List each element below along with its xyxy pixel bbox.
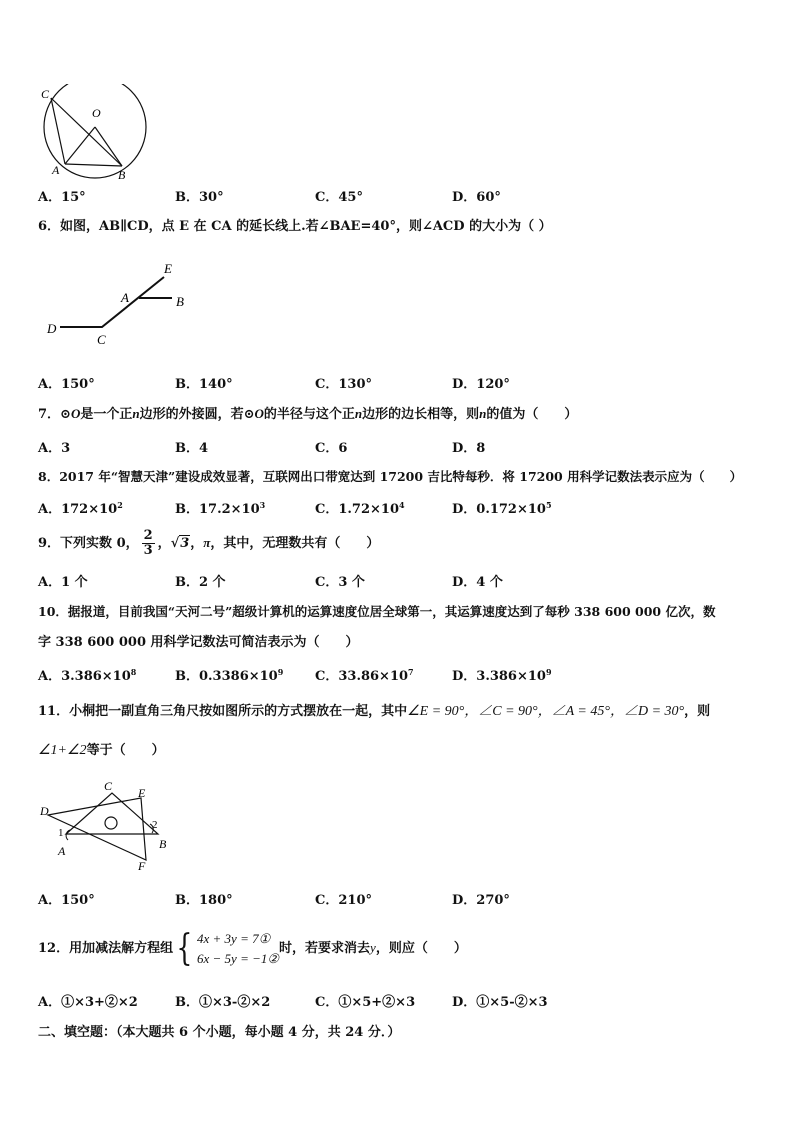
q10-question-line2: 字 338 600 000 用科学记数法可简洁表示为（ ） xyxy=(38,635,359,650)
q7-option-c[interactable]: C．6 xyxy=(315,441,348,456)
q9-question: 9．下列实数 0， $\frac{2}{3}$ ，√3，π，其中，无理数共有（ ） xyxy=(38,528,380,558)
q6-option-c[interactable]: C．130° xyxy=(315,377,372,392)
q10-option-a[interactable]: A．$3.386\times 10^8$ xyxy=(38,667,137,684)
q11-question-line2: ∠1+∠2等于（ ） xyxy=(38,743,165,758)
q11-triangles-figure xyxy=(38,778,178,872)
q7-option-d[interactable]: D．8 xyxy=(452,441,486,456)
label-c: C xyxy=(97,332,106,347)
label-e: E xyxy=(138,786,146,800)
q11-option-c[interactable]: C．210° xyxy=(315,893,372,908)
q8-option-b[interactable]: B．$17.2\times 10^3$ xyxy=(175,500,266,517)
segment-ob xyxy=(95,127,122,166)
q11-question-line1: 11．小桐把一副直角三角尺按如图所示的方式摆放在一起，其中∠E = 90°，∠C = 90°，∠A = 45°，∠D = 30°，则 xyxy=(38,704,711,719)
q10-option-d[interactable]: D．$3.386\times 10^9$ xyxy=(452,667,552,684)
label-d: D xyxy=(47,321,57,336)
q6-figure xyxy=(44,258,204,348)
q9-option-c[interactable]: C．3 个 xyxy=(315,575,365,590)
label-c: C xyxy=(41,87,50,101)
q6-options xyxy=(38,373,768,393)
q9-option-a[interactable]: A．1 个 xyxy=(38,575,88,590)
q12-question: 12．用加减法解方程组{ 4x + 3y = 7① 6x − 5y = −1② 时，若要求消去y，则应（ ） xyxy=(38,927,467,969)
q6-option-b[interactable]: B．140° xyxy=(175,377,233,392)
q11-option-a[interactable]: A．150° xyxy=(38,893,95,908)
label-d: D xyxy=(40,804,49,818)
q9-option-d[interactable]: D．4 个 xyxy=(452,575,503,590)
segment-oa xyxy=(65,127,95,164)
q6-question: 6．如图，AB∥CD，点 E 在 CA 的延长线上.若∠BAE=40°，则∠ACD 的大小为（ ） xyxy=(38,219,552,234)
section-2-heading: 二、填空题：（本大题共 6 个小题，每小题 4 分，共 24 分．） xyxy=(38,1025,401,1040)
q5-circle-figure xyxy=(38,84,150,182)
q7-question: 7．⊙O是一个正n边形的外接圆，若⊙O的半径与这个正n边形的边长相等，则n的值为（ ） xyxy=(38,406,578,422)
q12-option-a[interactable]: A．①×3+②×2 xyxy=(38,995,138,1010)
q9-option-b[interactable]: B．2 个 xyxy=(175,575,226,590)
q12-option-b[interactable]: B．①×3-②×2 xyxy=(175,995,271,1010)
q7-options xyxy=(38,437,768,457)
q12-option-d[interactable]: D．①×5-②×3 xyxy=(452,995,548,1010)
q10-option-c[interactable]: C．$33.86\times 10^7$ xyxy=(315,667,414,684)
line-dc-ce xyxy=(60,277,164,327)
q8-option-c[interactable]: C．$1.72\times 10^4$ xyxy=(315,500,405,517)
q11-option-b[interactable]: B．180° xyxy=(175,893,233,908)
q9-options xyxy=(38,571,768,591)
q12-options xyxy=(38,991,768,1011)
segment-ca xyxy=(51,98,65,164)
q5-option-b[interactable]: B．30° xyxy=(175,190,224,205)
segment-cb xyxy=(51,98,122,166)
fraction-two-thirds: $\frac{2}{3}$ xyxy=(143,528,153,558)
equation-system-brace: { xyxy=(176,927,193,969)
label-b: B xyxy=(176,294,184,309)
label-2: 2 xyxy=(152,819,158,831)
label-b: B xyxy=(159,837,167,851)
q8-question: 8．2017 年“智慧天津”建设成效显著，互联网出口带宽达到 17200 吉比特每秒．将 17200 用科学记数法表示应为（ ） xyxy=(38,469,743,484)
q6-option-d[interactable]: D．120° xyxy=(452,377,510,392)
center-circle xyxy=(105,817,117,829)
q5-option-d[interactable]: D．60° xyxy=(452,190,501,205)
label-c: C xyxy=(104,779,113,793)
q5-option-a[interactable]: A．15° xyxy=(38,190,86,205)
q12-option-c[interactable]: C．①×5+②×3 xyxy=(315,995,416,1010)
q8-option-a[interactable]: A．$172\times 10^2$ xyxy=(38,500,123,517)
q11-option-d[interactable]: D．270° xyxy=(452,893,510,908)
label-a: A xyxy=(58,844,66,858)
label-o: O xyxy=(92,106,101,120)
segment-ab xyxy=(65,164,122,166)
q10-question-line1: 10．据报道，目前我国“天河二号”超级计算机的运算速度位居全球第一，其运算速度达到了每秒 338 600 000 亿次，数 xyxy=(38,604,716,619)
label-a: A xyxy=(121,290,129,305)
q5-option-c[interactable]: C．45° xyxy=(315,190,363,205)
label-b: B xyxy=(118,168,126,182)
label-1: 1 xyxy=(58,827,64,839)
label-a: A xyxy=(52,163,60,177)
q8-option-d[interactable]: D．$0.172\times 10^5$ xyxy=(452,500,552,517)
equation-system: 4x + 3y = 7① 6x − 5y = −1② xyxy=(197,930,280,966)
q10-options xyxy=(38,665,768,685)
label-f: F xyxy=(138,859,146,872)
q7-option-a[interactable]: A．3 xyxy=(38,441,71,456)
q10-option-b[interactable]: B．$0.3386\times 10^9$ xyxy=(175,667,284,684)
q5-options xyxy=(38,186,768,206)
q7-option-b[interactable]: B．4 xyxy=(175,441,209,456)
q6-option-a[interactable]: A．150° xyxy=(38,377,95,392)
q8-options xyxy=(38,498,768,518)
label-e: E xyxy=(164,261,172,276)
q11-options xyxy=(38,889,768,909)
sqrt-three: √3 xyxy=(170,536,190,551)
